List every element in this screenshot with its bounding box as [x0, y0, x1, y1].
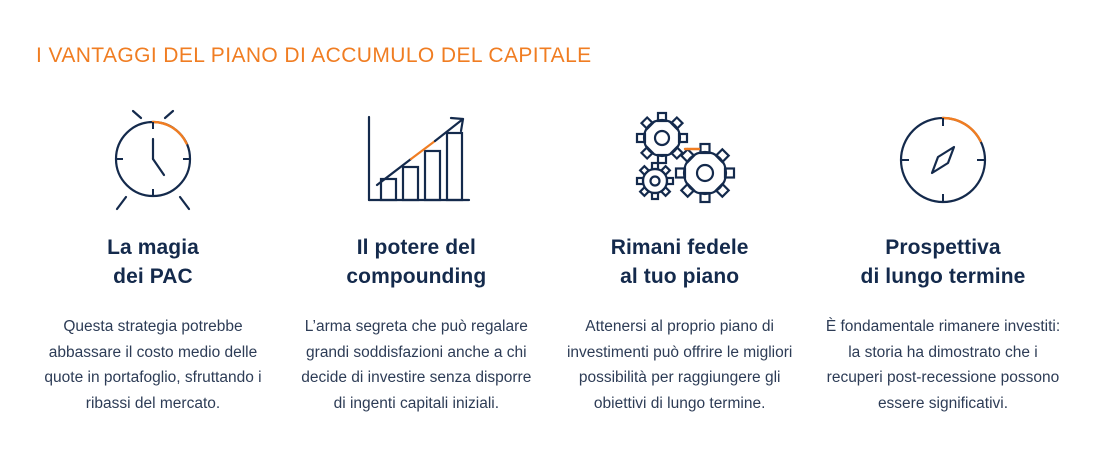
benefit-card-4-title: [861, 234, 1026, 292]
benefit-card-4-body: È fondamentale rimanere investiti: la storia ha dimostrato che i recuperi post-recessione possono essere significativi.: [825, 317, 1061, 412]
benefits-card-row: [28, 100, 1068, 416]
benefit-card-1-body: Questa strategia potrebbe abbassare il costo medio delle quote in portafoglio, sfruttando i ribassi del mercato.: [44, 317, 262, 412]
page-title: I VANTAGGI DEL PIANO DI ACCUMULO DEL CAPITALE: [36, 44, 592, 67]
benefit-card-3-title-line2: al tuo piano: [620, 264, 740, 288]
benefit-card-3-title: [611, 234, 749, 292]
benefit-card-2-body: L’arma segreta che può regalare grandi soddisfazioni anche a chi decide di investire senza disporre di ingenti capitali iniziali.: [301, 317, 532, 412]
benefit-card-1-title-line2: dei PAC: [113, 264, 193, 288]
benefit-card-1-title: [107, 234, 199, 292]
benefit-card-2: [291, 100, 541, 416]
gears-icon: [615, 100, 745, 220]
benefit-card-3-title-line1: Rimani fedele: [610, 236, 749, 259]
benefit-card-2-title-line1: Il potere del: [356, 236, 476, 259]
benefit-card-1: [28, 100, 278, 416]
benefit-card-1-title-line1: La magia: [107, 236, 199, 259]
benefit-card-4: [818, 100, 1068, 416]
benefit-card-3-body: Attenersi al proprio piano di investimenti può offrire le migliori possibilità per raggiungere gli obiettivi di lungo termine.: [566, 317, 793, 412]
growth-bar-chart-icon: [351, 100, 481, 220]
benefit-card-4-title-line2: di lungo termine: [860, 264, 1026, 288]
compass-icon: [883, 100, 1003, 220]
benefit-card-2-title-line2: compounding: [346, 264, 487, 288]
benefit-card-2-title: [346, 234, 486, 292]
clock-icon: [93, 100, 213, 220]
benefit-card-3: [555, 100, 805, 416]
benefit-card-4-title-line1: Prospettiva: [885, 236, 1001, 259]
